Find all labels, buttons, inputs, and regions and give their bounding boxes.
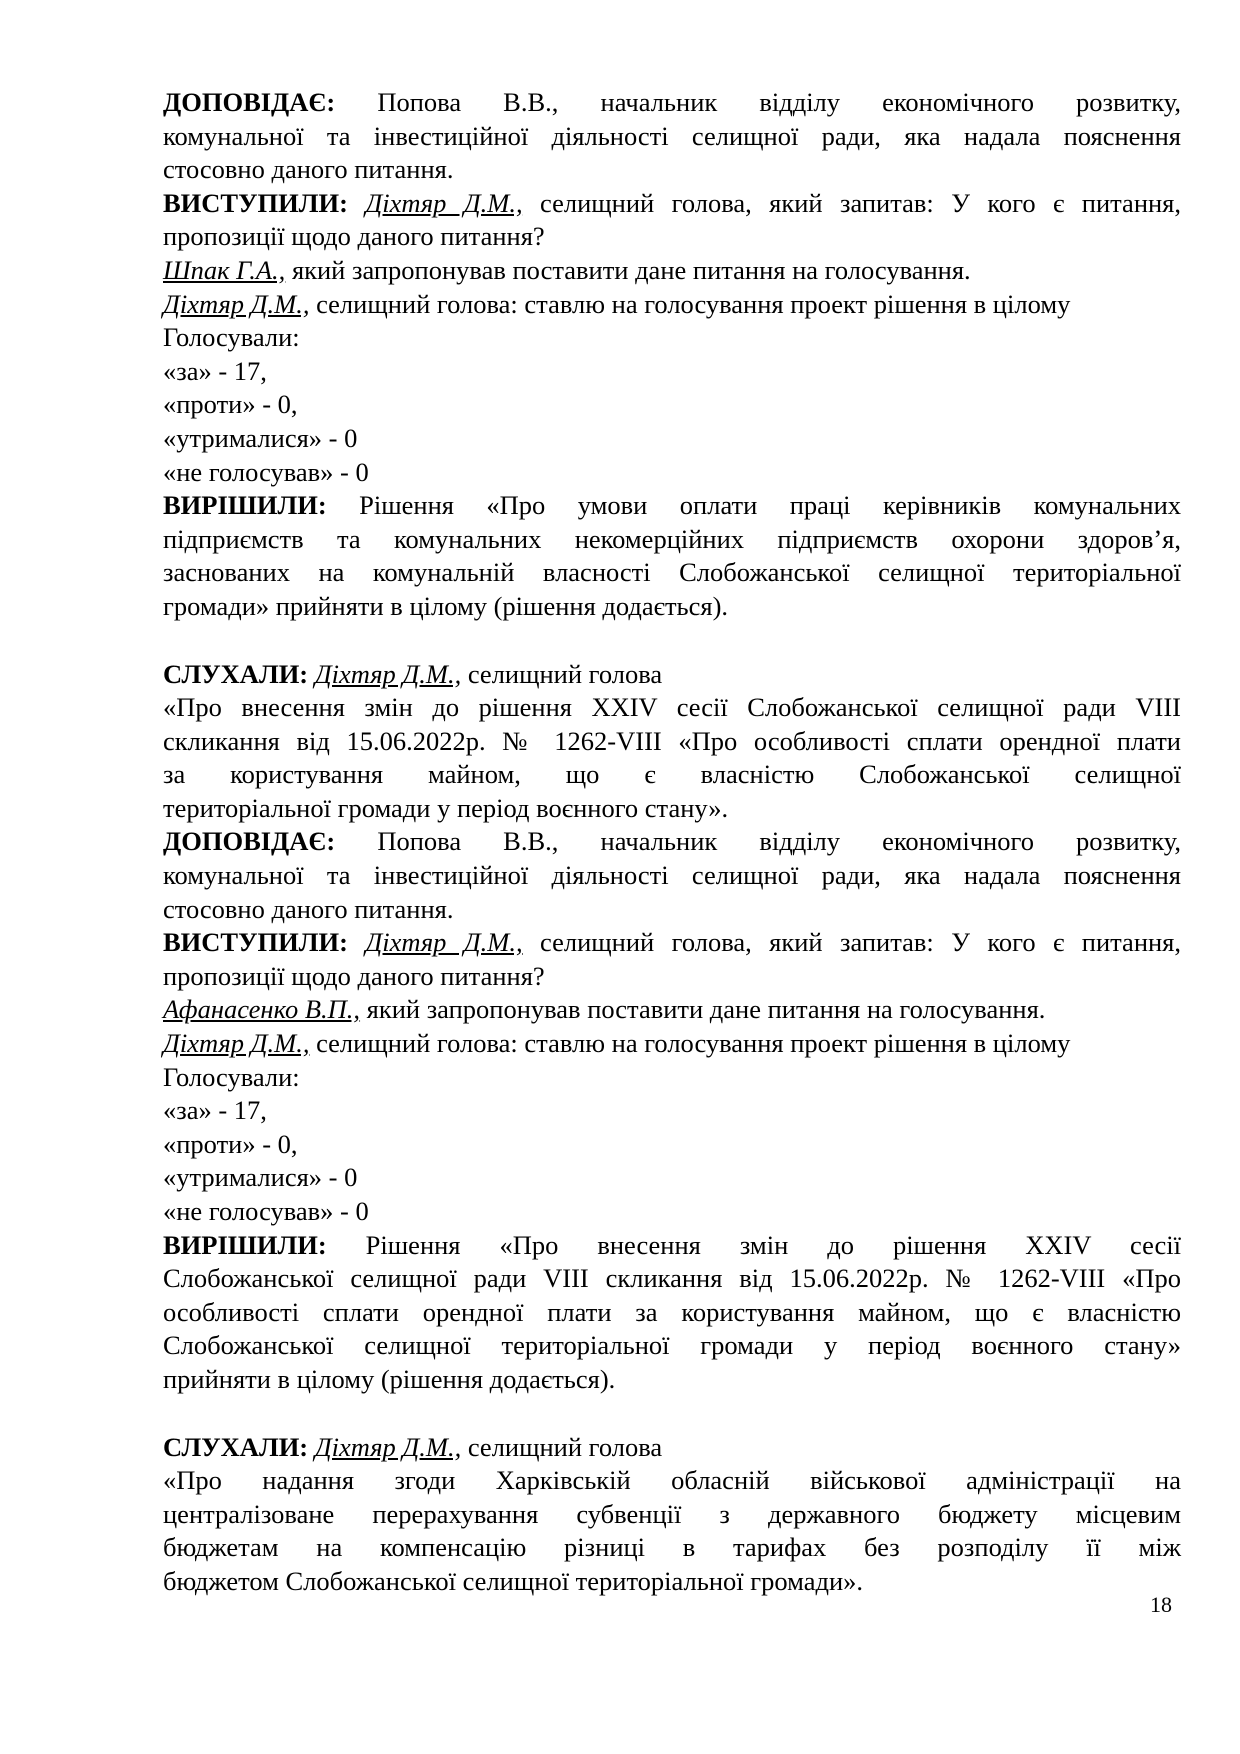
speaker-text: який запропонував поставити дане питання на голосування. <box>366 994 1046 1025</box>
decision-text: Рішення «Про умови оплати праці керівників комунальних <box>359 490 1181 521</box>
heard-line <box>163 658 1181 692</box>
vote-against: «проти» - 0, <box>163 1128 298 1159</box>
speakers-line: пропозиції щодо даного питання? <box>163 960 545 991</box>
vote-not-voted: «не голосував» - 0 <box>163 456 369 487</box>
agenda-title-line: «Про надання згоди Харківській обласній військової адміністрації на <box>163 1465 1181 1496</box>
speaker-name: Шпак Г.А., <box>163 254 286 285</box>
speaker-text: селищний голова: ставлю на голосування проект рішення в цілому <box>316 288 1071 319</box>
speakers-line <box>163 187 1181 221</box>
decision-line: громади» прийняти в цілому (рішення додається). <box>163 590 729 621</box>
agenda-title-line: скликання від 15.06.2022р. № 1262-VIII «Про особливості сплати орендної плати <box>163 725 1181 756</box>
reporter-label: ДОПОВІДАЄ: <box>163 87 336 117</box>
decision-line: особливості сплати орендної плати за користування майном, що є власністю <box>163 1296 1181 1327</box>
reporter-line: комунальної та інвестиційної діяльності селищної ради, яка надала пояснення <box>163 860 1181 891</box>
decision-line: заснованих на комунальній власності Слобожанської селищної територіальної <box>163 557 1181 588</box>
speakers-label: ВИСТУПИЛИ: <box>163 927 348 958</box>
decision-label: ВИРІШИЛИ: <box>163 1229 327 1260</box>
vote-for: «за» - 17, <box>163 355 267 386</box>
section-gap <box>163 624 1181 658</box>
agenda-title-line: бюджетом Слобожанської селищної територіальної громади». <box>163 1565 864 1596</box>
agenda-title-line: бюджетам на компенсацію різниці в тарифах без розподілу її між <box>163 1532 1181 1563</box>
proposal-line <box>163 254 1181 288</box>
speaker-name: Діхтяр Д.М., <box>365 927 523 958</box>
speaker-name: Діхтяр Д.М., <box>365 187 523 218</box>
reporter-line: комунальної та інвестиційної діяльності селищної ради, яка надала пояснення <box>163 120 1181 151</box>
decision-line: Слобожанської селищної територіальної громади у період воєнного стану» <box>163 1330 1181 1361</box>
reporter-line <box>163 825 1181 859</box>
speakers-line: пропозиції щодо даного питання? <box>163 221 545 252</box>
speaker-text: селищний голова: ставлю на голосування проект рішення в цілому <box>316 1028 1071 1059</box>
reporter-label: ДОПОВІДАЄ: <box>163 826 336 857</box>
reporter-text: Попова В.В., начальник відділу економічного розвитку, <box>377 826 1182 857</box>
heard-label: СЛУХАЛИ: <box>163 658 309 689</box>
decision-label: ВИРІШИЛИ: <box>163 490 327 521</box>
decision-line: прийняти в цілому (рішення додається). <box>163 1363 616 1394</box>
speaker-name: Діхтяр Д.М., <box>163 1028 310 1059</box>
reporter-line: стосовно даного питання. <box>163 154 454 185</box>
decision-line: підприємств та комунальних некомерційних підприємств охорони здоров’я, <box>163 523 1181 554</box>
agenda-title-line: територіальної громади у період воєнного стану». <box>163 792 729 823</box>
speaker-name: Діхтяр Д.М., <box>314 1431 462 1462</box>
proposal-line <box>163 993 1181 1027</box>
vote-abstained: «утрималися» - 0 <box>163 1162 358 1193</box>
section-gap <box>163 1397 1181 1431</box>
vote-call-line <box>163 1027 1181 1061</box>
speaker-text: селищний голова <box>467 658 663 689</box>
heard-label: СЛУХАЛИ: <box>163 1431 309 1462</box>
vote-for: «за» - 17, <box>163 1095 267 1126</box>
speaker-text: селищний голова <box>467 1431 663 1462</box>
document-page <box>163 86 1181 1599</box>
reporter-text: Попова В.В., начальник відділу економічного розвитку, <box>377 87 1182 117</box>
decision-text: Рішення «Про внесення змін до рішення XXIV сесії <box>365 1229 1181 1260</box>
vote-call-line <box>163 288 1181 322</box>
vote-against: «проти» - 0, <box>163 389 298 420</box>
heard-line <box>163 1431 1181 1465</box>
speaker-name: Афанасенко В.П., <box>163 994 361 1025</box>
speaker-name: Діхтяр Д.М., <box>314 658 462 689</box>
decision-line <box>163 489 1181 523</box>
speaker-text: селищний голова, який запитав: У кого є питання, <box>540 927 1181 958</box>
agenda-title-line: за користування майном, що є власністю Слобожанської селищної <box>163 759 1181 790</box>
speaker-text: який запропонував поставити дане питання на голосування. <box>291 254 971 285</box>
page-number: 18 <box>1150 1592 1172 1617</box>
vote-not-voted: «не голосував» - 0 <box>163 1196 369 1226</box>
speakers-label: ВИСТУПИЛИ: <box>163 187 348 218</box>
votes-heading: Голосували: <box>163 1061 300 1092</box>
decision-line <box>163 1229 1181 1263</box>
speaker-name: Діхтяр Д.М., <box>163 288 310 319</box>
reporter-line <box>163 86 1181 120</box>
agenda-title-line: централізоване перерахування субвенції з державного бюджету місцевим <box>163 1498 1181 1529</box>
reporter-line: стосовно даного питання. <box>163 893 454 924</box>
agenda-title-line: «Про внесення змін до рішення XXIV сесії Слобожанської селищної ради VIII <box>163 692 1181 723</box>
speakers-line <box>163 926 1181 960</box>
decision-line: Слобожанської селищної ради VIII скликання від 15.06.2022р. № 1262-VIII «Про <box>163 1263 1181 1294</box>
speaker-text: селищний голова, який запитав: У кого є питання, <box>540 187 1181 218</box>
vote-abstained: «утрималися» - 0 <box>163 422 358 453</box>
votes-heading: Голосували: <box>163 322 300 353</box>
